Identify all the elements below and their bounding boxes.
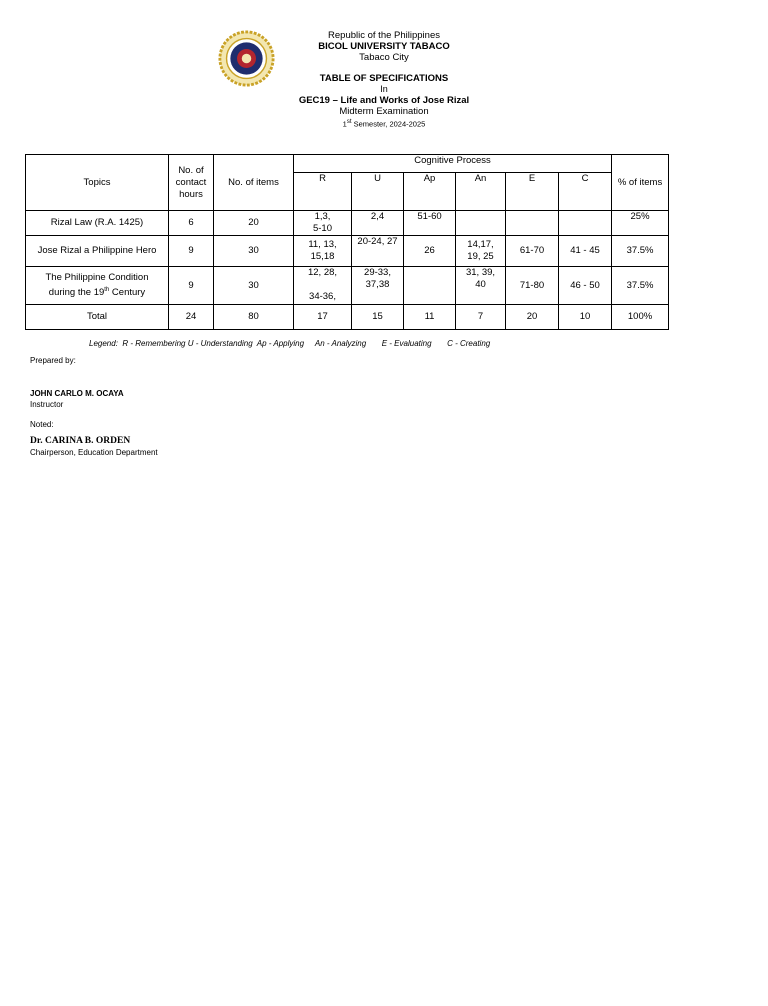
percent-cell: 100% [612,305,669,330]
header-ap: Ap [404,173,456,211]
ap-cell: 11 [404,305,456,330]
ap-cell: 26 [404,236,456,267]
items-cell: 80 [214,305,294,330]
preparer-name: JOHN CARLO M. OCAYA [30,389,124,398]
university-name: BICOL UNIVERSITY TABACO [318,41,450,52]
u-cell: 29-33, 37,38 [352,267,404,305]
noted-label: Noted: [30,420,54,429]
noter-role: Chairperson, Education Department [30,448,158,457]
header-no-items: No. of items [214,155,294,211]
an-cell: 31, 39, 40 [456,267,506,305]
header-u: U [352,173,404,211]
an-cell: 14,17, 19, 25 [456,236,506,267]
document-header [250,30,518,130]
an-cell: 7 [456,305,506,330]
e-cell: 71-80 [506,267,559,305]
header-cognitive-process: Cognitive Process [294,155,612,173]
u-cell: 15 [352,305,404,330]
u-cell: 2,4 [352,211,404,236]
header-an: An [456,173,506,211]
republic-line: Republic of the Philippines [328,30,440,41]
header-contact-hours: No. of contact hours [169,155,214,211]
items-cell: 20 [214,211,294,236]
hours-cell: 9 [169,267,214,305]
c-cell [559,211,612,236]
items-cell: 30 [214,267,294,305]
percent-cell: 37.5% [612,236,669,267]
items-cell: 30 [214,236,294,267]
ap-cell: 51-60 [404,211,456,236]
c-cell: 41 - 45 [559,236,612,267]
hours-cell: 9 [169,236,214,267]
topic-cell: Jose Rizal a Philippine Hero [26,236,169,267]
r-cell: 1,3, 5-10 [294,211,352,236]
ap-cell [404,267,456,305]
table-row [26,236,669,267]
topic-cell: Rizal Law (R.A. 1425) [26,211,169,236]
r-cell: 17 [294,305,352,330]
total-label: Total [26,305,169,330]
percent-cell: 25% [612,211,669,236]
header-c: C [559,173,612,211]
header-percent-items: % of items [612,155,669,211]
r-cell: 11, 13, 15,18 [294,236,352,267]
u-cell: 20-24, 27 [352,236,404,267]
in-line: In [380,84,388,94]
table-row [26,211,669,236]
hours-cell: 24 [169,305,214,330]
table-row-total [26,305,669,330]
noter-name: Dr. CARINA B. ORDEN [30,436,131,446]
e-cell: 20 [506,305,559,330]
specifications-table [25,154,669,330]
semester-line: 1st Semester, 2024-2025 [342,119,426,129]
table-row [26,267,669,305]
prepared-by-label: Prepared by: [30,356,76,365]
course-title: GEC19 – Life and Works of Jose Rizal [298,95,470,106]
percent-cell: 37.5% [612,267,669,305]
e-cell: 61-70 [506,236,559,267]
c-cell: 46 - 50 [559,267,612,305]
document-title: TABLE OF SPECIFICATIONS [319,73,449,84]
city-line: Tabaco City [359,52,409,63]
exam-line: Midterm Examination [339,106,429,117]
r-cell: 12, 28, 34-36, [294,267,352,305]
header-e: E [506,173,559,211]
header-topics: Topics [26,155,169,211]
header-r: R [294,173,352,211]
e-cell [506,211,559,236]
an-cell [456,211,506,236]
topic-cell: The Philippine Condition during the 19th Century [26,267,169,305]
preparer-role: Instructor [30,400,64,409]
legend: Legend: R - Remembering U - Understanding Ap - Applying An - Analyzing E - Evaluating C - Creating [89,339,491,348]
hours-cell: 6 [169,211,214,236]
c-cell: 10 [559,305,612,330]
